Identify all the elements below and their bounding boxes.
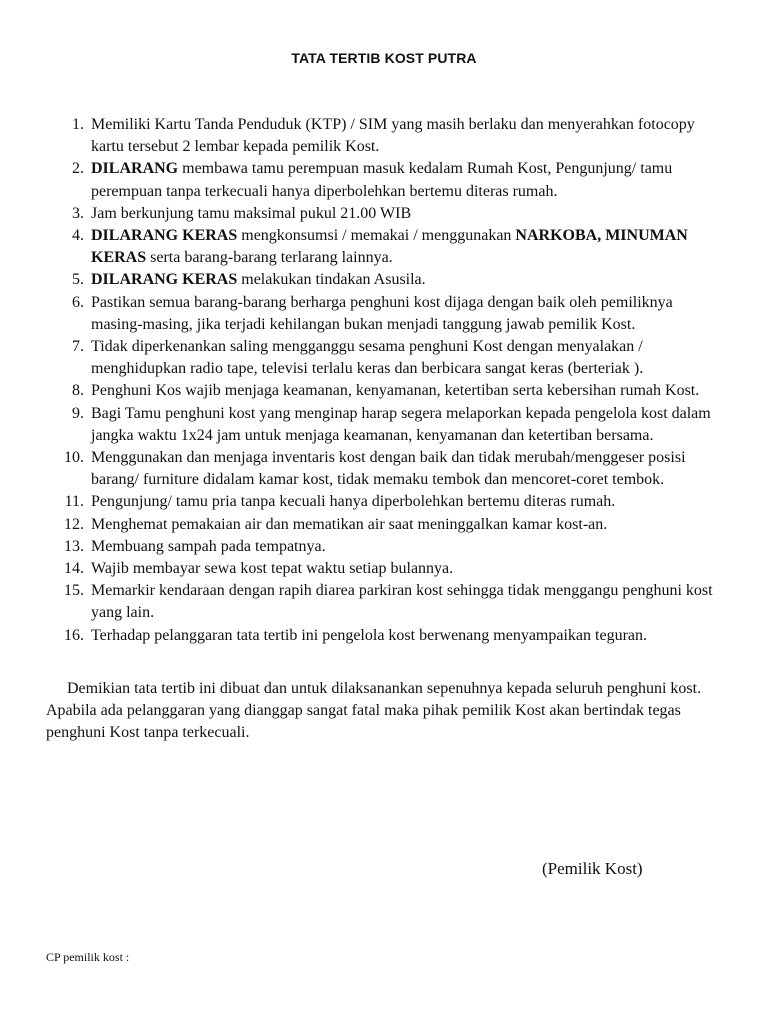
rule-segment: Jam berkunjung tamu maksimal pukul 21.00 WIB	[91, 204, 412, 222]
rule-number: 9.	[72, 404, 84, 422]
rule-emphasis: NARKOBA, MINUMAN KERAS	[91, 227, 688, 267]
contact-label: CP pemilik kost :	[46, 950, 130, 964]
rule-item	[48, 292, 720, 336]
rule-emphasis: DILARANG KERAS	[91, 271, 238, 289]
closing-paragraph: Demikian tata tertib ini dibuat dan untuk dilaksanankan sepenuhnya kepada seluruh penghuni kost. Apabila ada pelanggaran yang dianggap sangat fatal maka pihak pemilik Kost akan bertindak tegas penghuni Kost tanpa terkecuali.	[46, 680, 702, 742]
rule-item	[48, 158, 720, 202]
rule-item	[48, 380, 720, 402]
rule-segment: Memiliki Kartu Tanda Penduduk (KTP) / SIM yang masih berlaku dan menyerahkan fotocopy kartu tersebut 2 lembar kepada pemilik Kost.	[91, 116, 695, 156]
rule-item	[48, 114, 720, 158]
rule-number: 3.	[72, 204, 84, 222]
rule-item	[48, 580, 720, 624]
rule-segment: Wajib membayar sewa kost tepat waktu setiap bulannya.	[91, 560, 454, 578]
rule-segment: membawa tamu perempuan masuk kedalam Rumah Kost, Pengunjung/ tamu perempuan tanpa terkecuali hanya diperbolehkan bertemu diteras rumah.	[91, 160, 673, 200]
rule-text	[91, 338, 643, 377]
rule-number: 7.	[72, 338, 84, 356]
rule-number: 10.	[64, 449, 84, 467]
rule-text	[91, 405, 711, 444]
rule-text	[91, 627, 647, 644]
rule-item	[48, 514, 720, 536]
rule-item	[48, 536, 720, 558]
rule-text	[91, 538, 326, 555]
rule-text	[91, 582, 713, 621]
signature-label: (Pemilik Kost)	[542, 859, 643, 878]
rule-segment: Terhadap pelanggaran tata tertib ini pengelola kost berwenang menyampaikan teguran.	[91, 626, 647, 644]
rule-number: 6.	[72, 293, 84, 311]
rule-text	[91, 560, 453, 577]
rule-segment: Bagi Tamu penghuni kost yang menginap harap segera melaporkan kepada pengelola kost dalam jangka waktu 1x24 jam untuk menjaga keamanan, kenyamanan dan ketertiban bersama.	[91, 404, 711, 444]
rule-segment: Penghuni Kos wajib menjaga keamanan, kenyamanan, ketertiban serta kebersihan rumah Kost.	[91, 382, 700, 400]
rule-number: 11.	[64, 493, 84, 511]
rule-text	[91, 449, 686, 488]
rule-text	[91, 382, 699, 399]
rule-number: 5.	[72, 271, 84, 289]
rule-segment: Tidak diperkenankan saling mengganggu sesama penghuni Kost dengan menyalakan / menghidupkan radio tape, televisi terlalu keras dan berbicara sangat keras (berteriak ).	[91, 338, 644, 378]
rule-segment: Pastikan semua barang-barang berharga penghuni kost dijaga dengan baik oleh pemiliknya masing-masing, jika terjadi kehilangan bukan menjadi tanggung jawab pemilik Kost.	[91, 293, 673, 333]
rules-list	[48, 114, 720, 647]
rule-item	[48, 225, 720, 269]
rule-emphasis: DILARANG KERAS	[91, 227, 238, 245]
rule-number: 15.	[64, 582, 84, 600]
rule-segment: melakukan tindakan Asusila.	[237, 271, 426, 289]
rule-item	[48, 558, 720, 580]
rule-emphasis: DILARANG	[91, 160, 179, 178]
rule-item	[48, 447, 720, 491]
rule-segment: Memarkir kendaraan dengan rapih diarea parkiran kost sehingga tidak menggangu penghuni kost yang lain.	[91, 582, 713, 622]
rule-text	[91, 160, 672, 199]
rule-segment: serta barang-barang terlarang lainnya.	[146, 249, 393, 267]
rule-segment: Menghemat pemakaian air dan mematikan air saat meninggalkan kamar kost-an.	[91, 515, 608, 533]
rule-item	[48, 269, 720, 291]
rule-item	[48, 491, 720, 513]
rule-item	[48, 625, 720, 647]
rule-segment: Membuang sampah pada tempatnya.	[91, 537, 326, 555]
rule-number: 8.	[72, 382, 84, 400]
rule-number: 12.	[64, 515, 84, 533]
rule-text	[91, 493, 615, 510]
rule-text	[91, 205, 411, 222]
rule-number: 16.	[64, 626, 84, 644]
rule-text	[91, 516, 607, 533]
document-title: TATA TERTIB KOST PUTRA	[291, 50, 477, 66]
rule-text	[91, 294, 673, 333]
rule-number: 2.	[72, 160, 84, 178]
rule-segment: Pengunjung/ tamu pria tanpa kecuali hanya diperbolehkan bertemu diteras rumah.	[91, 493, 616, 511]
rule-item	[48, 403, 720, 447]
rule-segment: Menggunakan dan menjaga inventaris kost dengan baik dan tidak merubah/menggeser posisi barang/ furniture didalam kamar kost, tidak memaku tembok dan mencoret-coret tembok.	[91, 449, 686, 489]
rule-number: 1.	[72, 116, 84, 133]
rule-text	[91, 271, 426, 288]
rule-segment: mengkonsumsi / memakai / menggunakan	[237, 227, 516, 245]
rule-item	[48, 336, 720, 380]
rule-text	[91, 116, 695, 155]
rule-number: 14.	[64, 560, 84, 578]
rule-text	[91, 227, 688, 266]
rule-item	[48, 203, 720, 225]
rule-number: 4.	[72, 227, 84, 245]
rule-number: 13.	[64, 537, 84, 555]
